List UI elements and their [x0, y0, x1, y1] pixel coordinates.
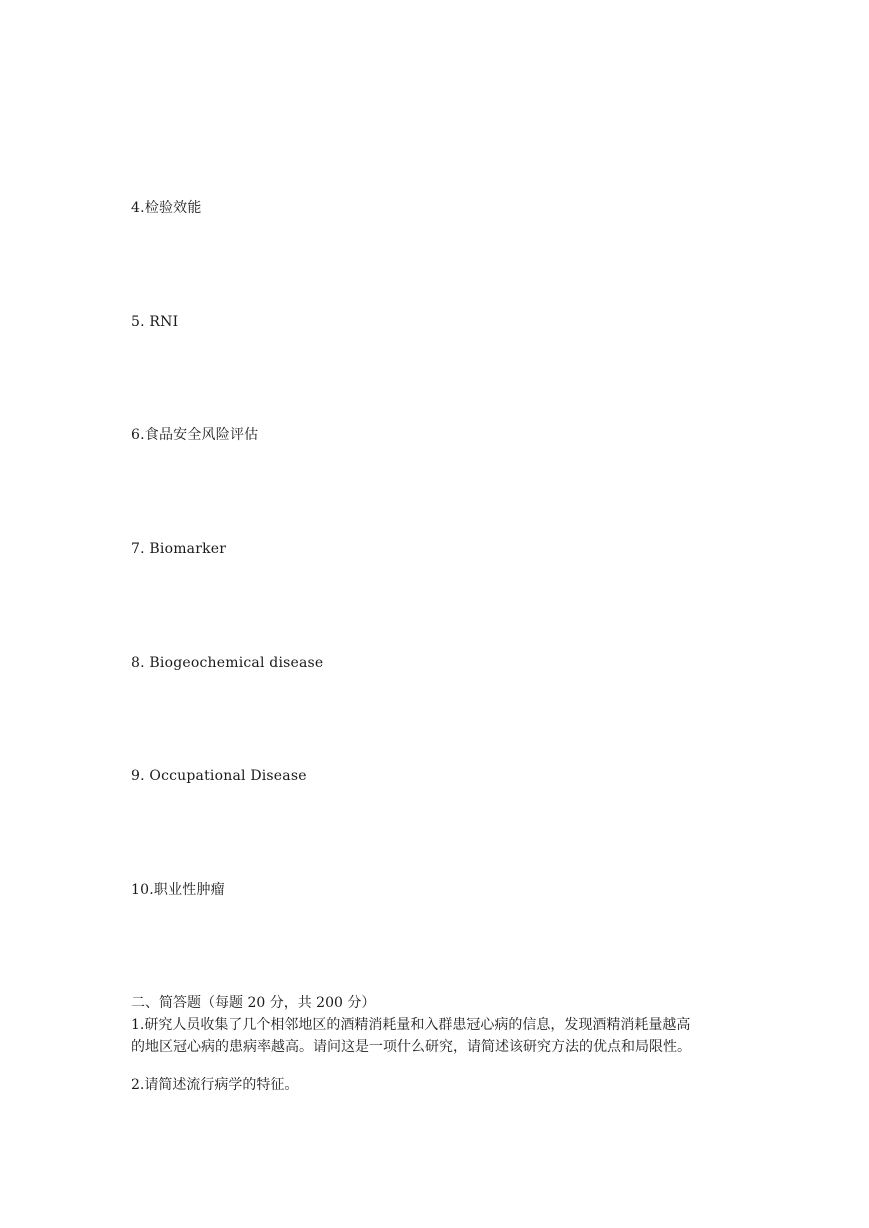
question-1-line-2: 的地区冠心病的患病率越高。请问这是一项什么研究，请简述该研究方法的优点和局限性。 [131, 1039, 691, 1055]
term-item-8: 8. Biogeochemical disease [131, 655, 324, 671]
question-2: 2.请简述流行病学的特征。 [131, 1077, 299, 1093]
term-item-9: 9. Occupational Disease [131, 768, 307, 784]
term-item-5: 5. RNI [131, 314, 179, 330]
question-1 [131, 1014, 751, 1058]
question-1-line-1: 1.研究人员收集了几个相邻地区的酒精消耗量和入群患冠心病的信息，发现酒精消耗量越高 [131, 1017, 691, 1033]
term-item-4: 4.检验效能 [131, 200, 202, 216]
term-item-6: 6.食品安全风险评估 [131, 427, 259, 443]
term-item-7: 7. Biomarker [131, 541, 227, 557]
section-title: 二、简答题（每题 20 分，共 200 分） [131, 995, 376, 1011]
term-item-10: 10.职业性肿瘤 [131, 882, 225, 898]
short-answer-section [131, 992, 751, 1096]
